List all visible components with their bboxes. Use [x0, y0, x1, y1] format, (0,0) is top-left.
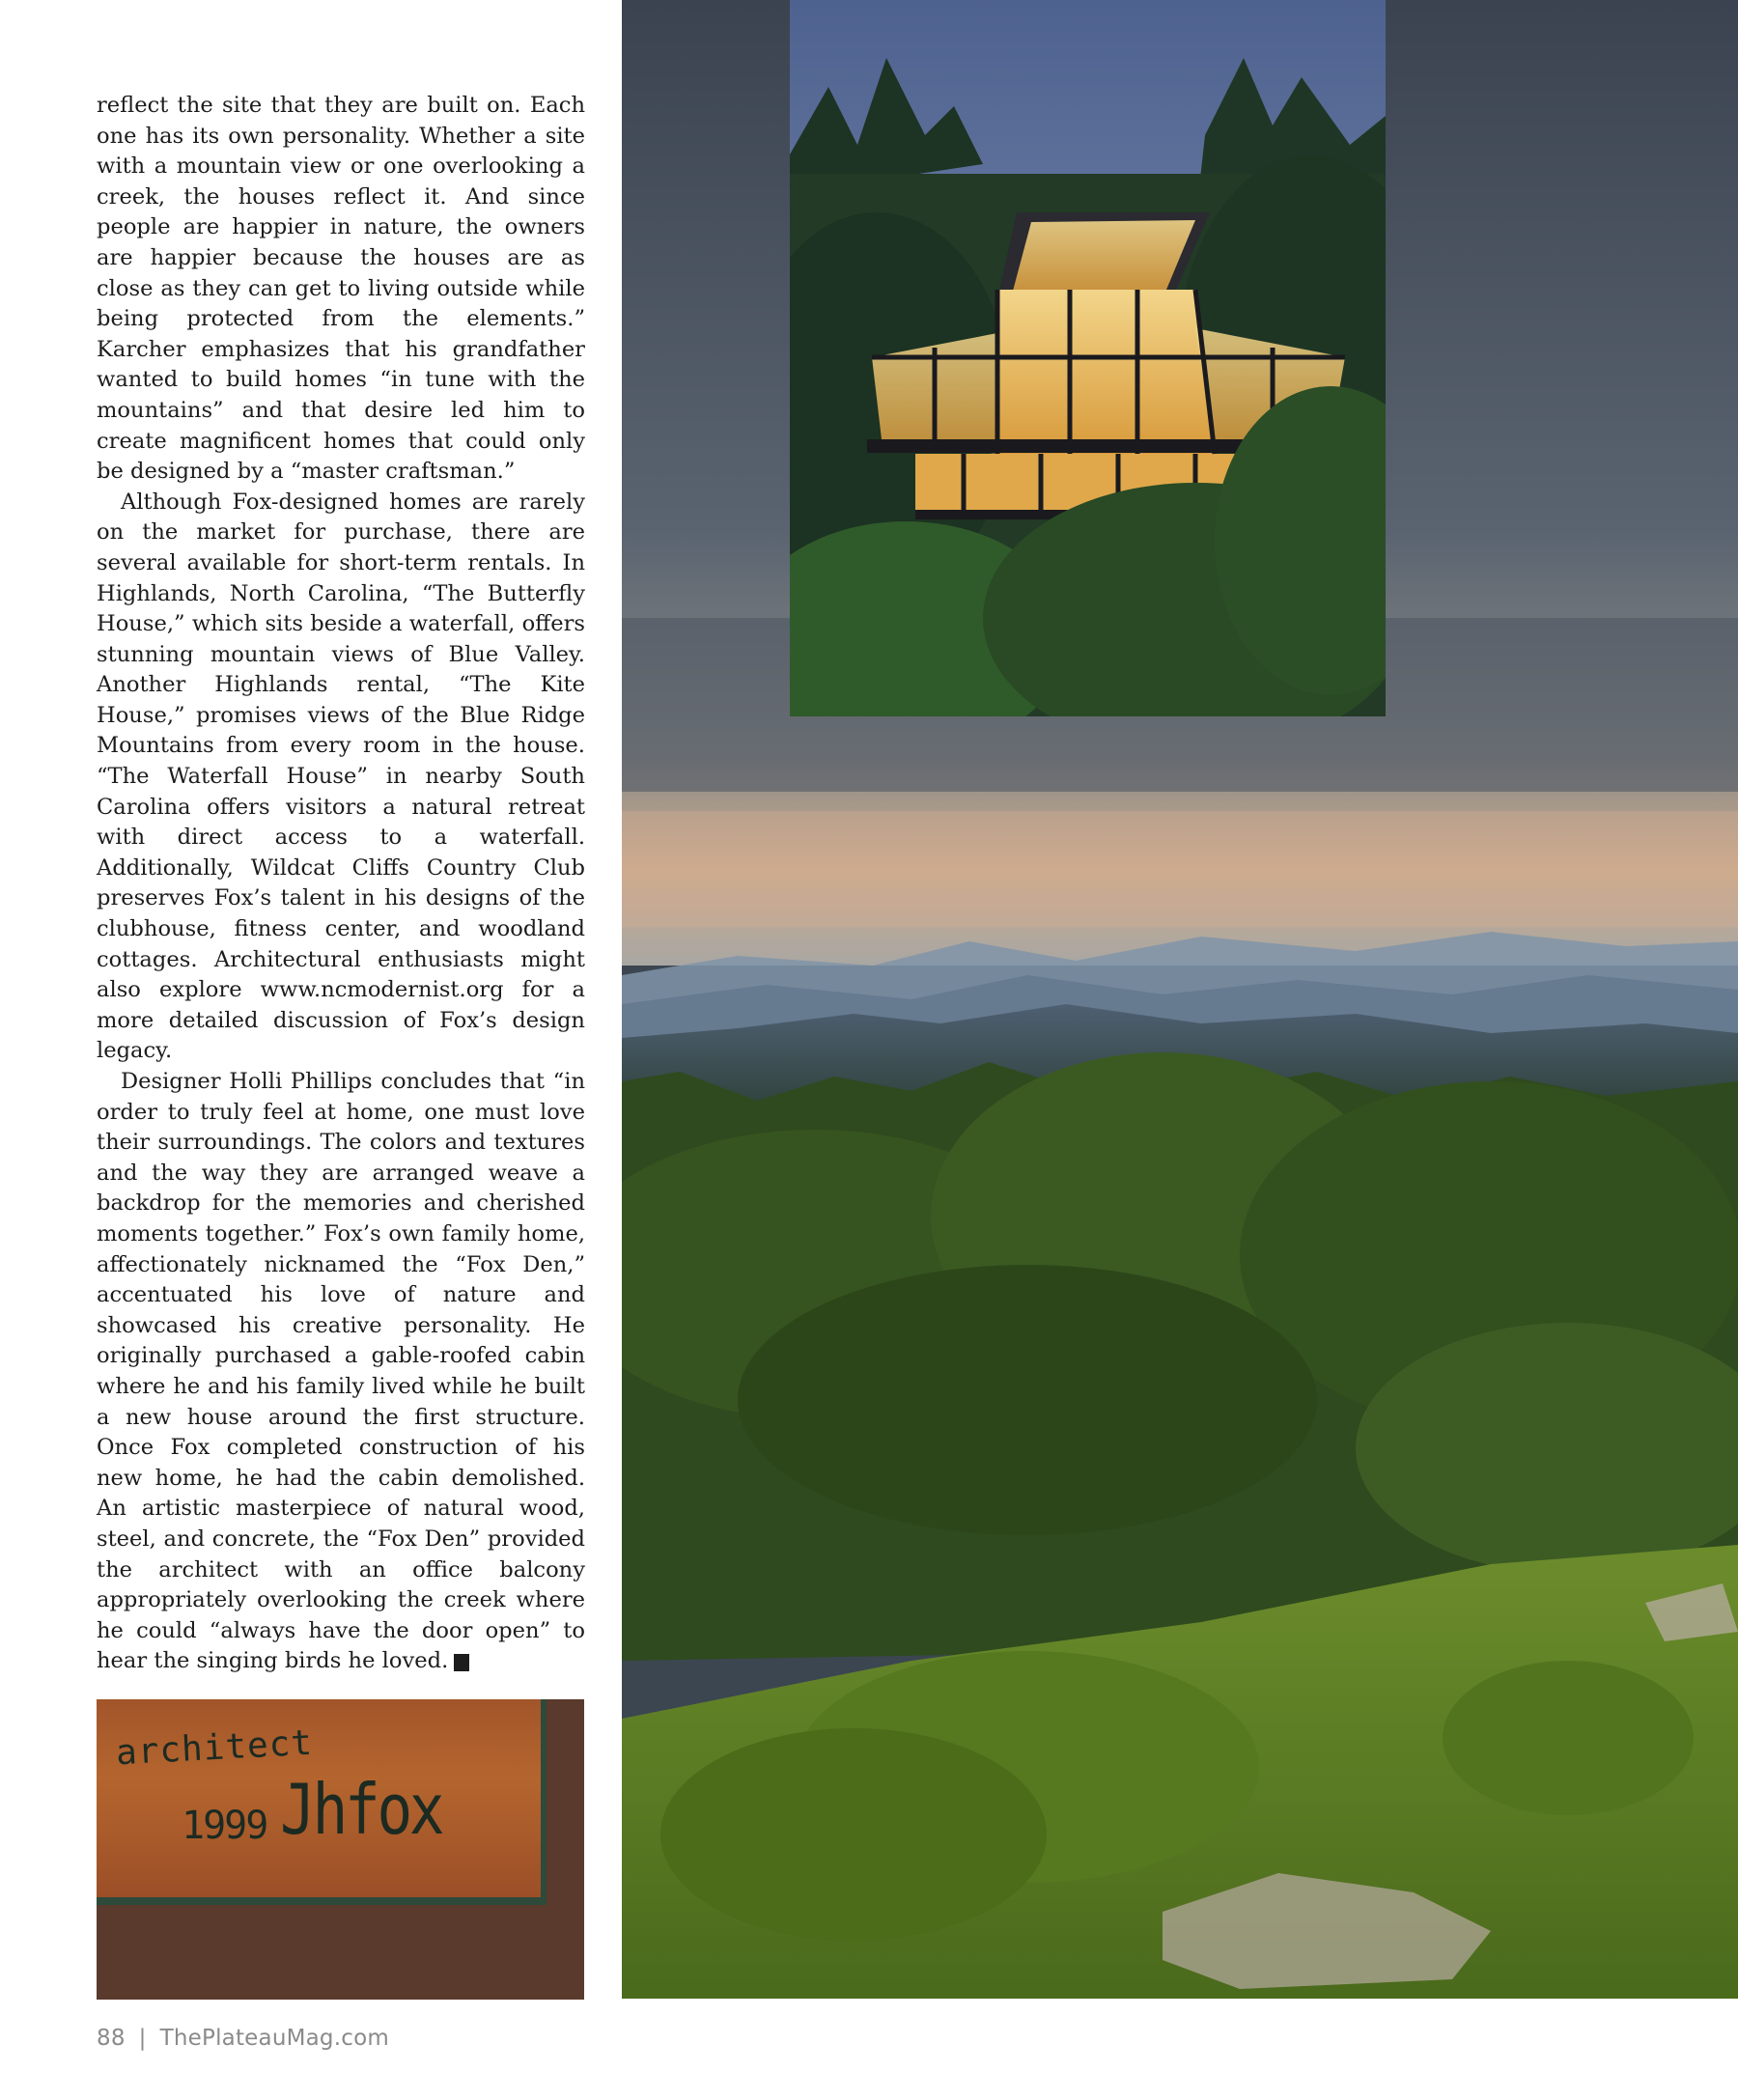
article-text-column	[97, 91, 585, 1677]
architect-signature-photo	[97, 1699, 584, 2000]
signature-architect-text: architect	[115, 1722, 315, 1774]
wood-signature-board	[97, 1699, 547, 1905]
site-name: ThePlateauMag.com	[159, 2026, 389, 2051]
footer-separator: |	[138, 2026, 147, 2051]
article-paragraph-text: Designer Holli Phillips concludes that “in order to truly feel at home, one must love their surroundings. The colors and textures and the way they are arranged weave a backdrop for the memories and cherished moments together.” Fox’s own family home, affectionately nicknamed the “Fox Den,” accentuated his love of nature and showcased his creative personality. He originally purchased a gable-roofed cabin where he and his family lived while he built a new house around the first structure. Once Fox completed construction of his new home, he had the cabin demolished. An artistic masterpiece of natural wood, steel, and concrete, the “Fox Den” provided the architect with an office balcony appropriately overlooking the creek where he could “always have the door open” to hear the singing birds he loved.	[97, 1069, 585, 1674]
end-mark-icon: P	[454, 1654, 469, 1671]
article-paragraph: Although Fox-designed homes are rarely on the market for purchase, there are several available for short-term rentals. In Highlands, North Carolina, “The Butterfly House,” which sits beside a waterfall, offers stunning mountain views of Blue Valley. Another Highlands rental, “The Kite House,” promises views of the Blue Ridge Mountains from every room in the house. “The Waterfall House” in nearby South Carolina offers visitors a natural retreat with direct access to a waterfall. Additionally, Wildcat Cliffs Country Club preserves Fox’s talent in his designs of the clubhouse, fitness center, and woodland cottages. Architectural enthusiasts might also explore www.ncmodernist.org for a more detailed discussion of Fox’s design legacy.	[97, 489, 585, 1064]
article-paragraph: reflect the site that they are built on. Each one has its own personality. Whether a site with a mountain view or one overlooking a creek, the houses reflect it. And since people are happier in nature, the owners are happier because the houses are as close as they can get to living outside while being protected from the elements.” Karcher emphasizes that his grandfather wanted to build homes “in tune with the mountains” and that desire led him to create magnificent homes that could only be designed by a “master craftsman.”	[97, 93, 585, 485]
signature-year-text: 1999	[182, 1804, 267, 1848]
signature-name-text: Jhfox	[280, 1769, 442, 1850]
article-paragraph	[97, 1067, 585, 1677]
page-number: 88	[97, 2026, 126, 2051]
page-footer	[97, 2026, 389, 2051]
glass-house-photo	[790, 0, 1386, 716]
